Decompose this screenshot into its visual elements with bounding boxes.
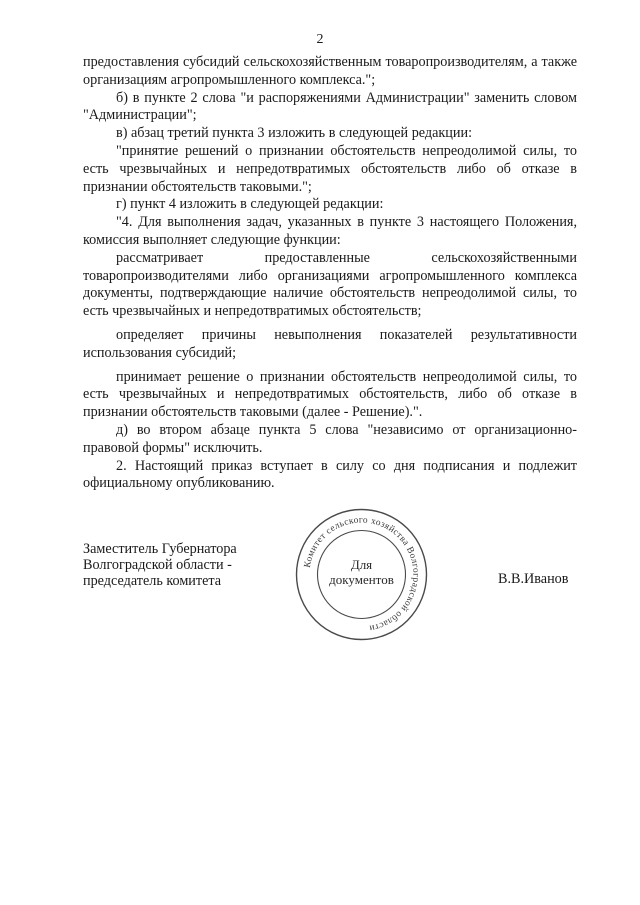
document-body xyxy=(83,54,577,493)
seal-center-line: документов xyxy=(329,572,394,587)
seal-center-text xyxy=(294,557,429,587)
page-number: 2 xyxy=(316,32,324,47)
signatory-title-line: Заместитель Губернатора xyxy=(83,541,237,557)
signatory-title-line: Волгоградской области - xyxy=(83,557,232,573)
paragraph: "4. Для выполнения задач, указанных в пункте 3 настоящего Положения, комиссия выполняет следующие функции: xyxy=(83,214,577,248)
paragraph: б) в пункте 2 слова "и распоряжениями Администрации" заменить словом "Администрации"; xyxy=(83,89,577,124)
signatory-title xyxy=(83,541,237,589)
paragraph: г) пункт 4 изложить в следующей редакции: xyxy=(116,196,384,213)
paragraph: д) во втором абзаце пункта 5 слова "независимо от организационно-правовой формы" исключить. xyxy=(83,421,577,456)
paragraph: предоставления субсидий сельскохозяйственным товаропроизводителям, а также организациям агропромышленного комплекса."; xyxy=(83,54,577,88)
paragraph: в) абзац третий пункта 3 изложить в следующей редакции: xyxy=(116,125,473,142)
paragraph: 2. Настоящий приказ вступает в силу со дня подписания и подлежит официальному опубликованию. xyxy=(83,457,577,492)
official-seal xyxy=(294,507,429,642)
seal-center-line: Для xyxy=(350,557,373,572)
paragraph: "принятие решений о признании обстоятельств непреодолимой силы, то есть чрезвычайных и непредотвратимых обстоятельств либо об отказе в признании обстоятельств таковыми."; xyxy=(83,142,577,195)
paragraph: принимает решение о признании обстоятельств непреодолимой силы, то есть чрезвычайных и непредотвратимых обстоятельств, либо об отказе в признании обстоятельств таковыми (далее - Решение).". xyxy=(83,368,577,421)
signatory-title-line: председатель комитета xyxy=(83,573,222,589)
signatory-name: В.В.Иванов xyxy=(498,571,569,587)
paragraph: рассматривает предоставленные сельскохозяйственными товаропроизводителями либо организациями агропромышленного комплекса документы, подтверждающие наличие обстоятельств непреодолимой силы, то есть чрезвычайных и непредотвратимых обстоятельств; xyxy=(83,249,577,320)
seal-ring-text: Комитет сельского хозяйства Волгоградской области xyxy=(302,515,421,633)
paragraph: определяет причины невыполнения показателей результативности использования субсидий; xyxy=(83,326,577,361)
